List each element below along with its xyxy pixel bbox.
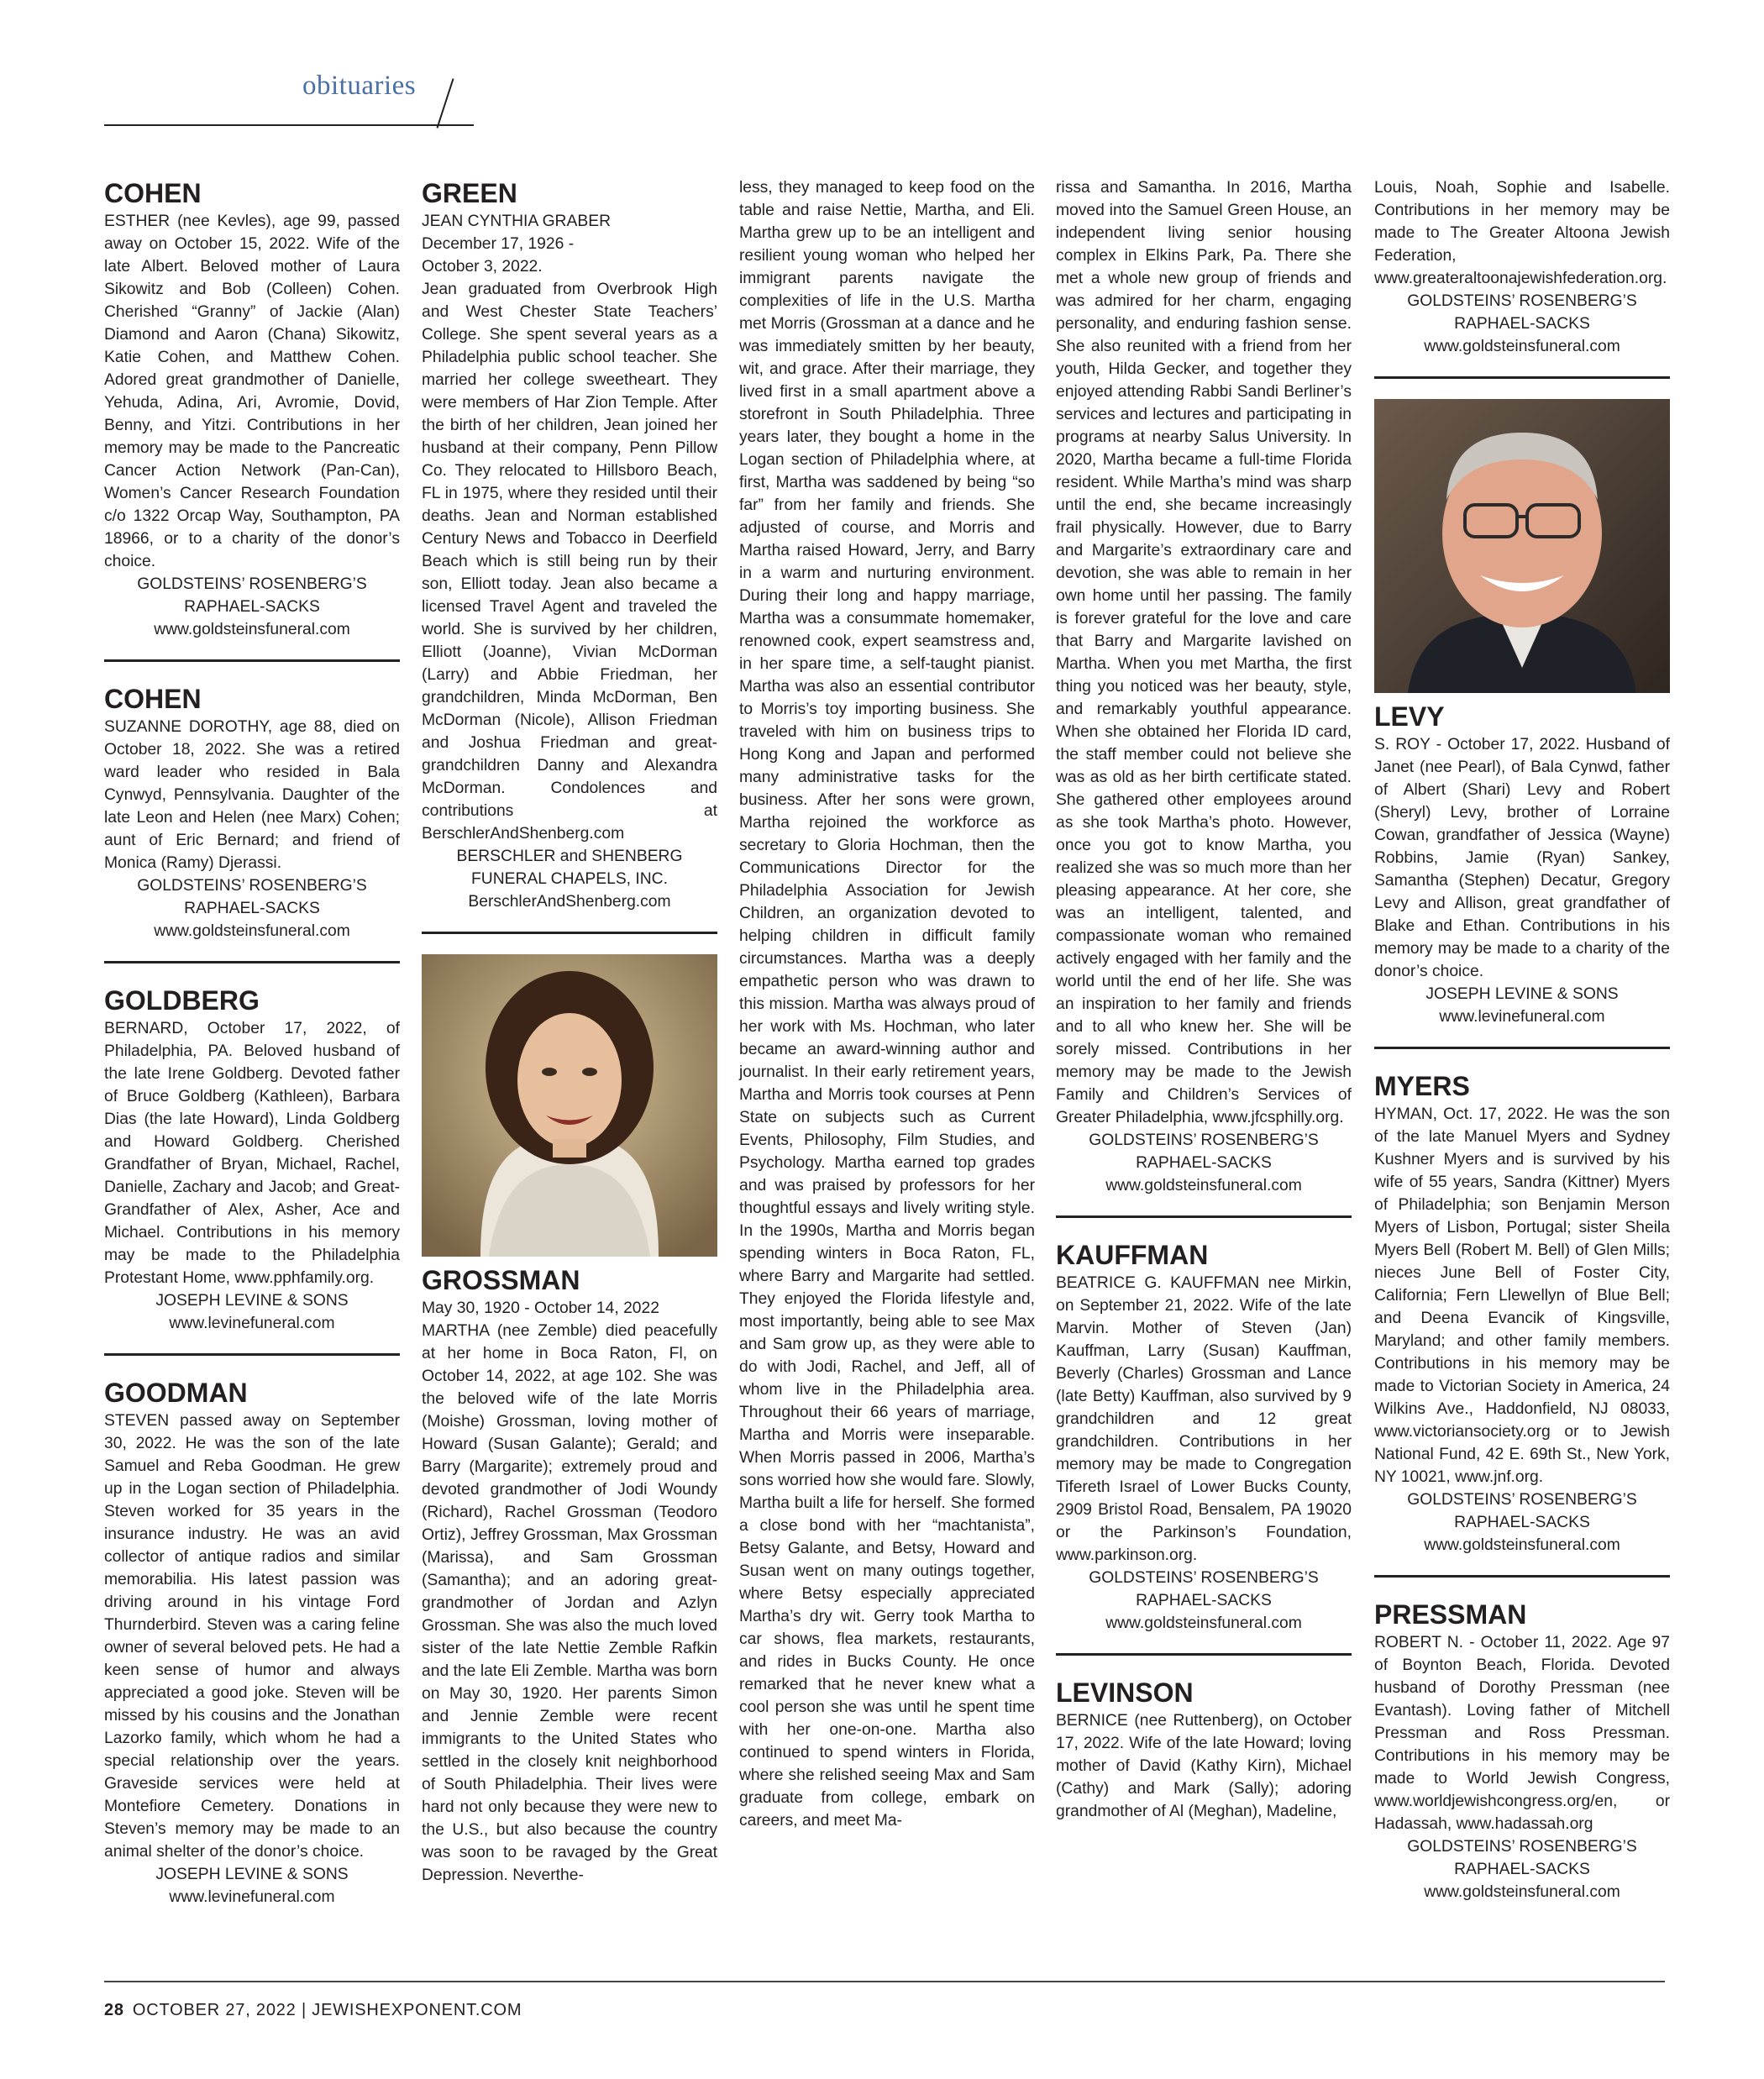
obituary-cohen-suzanne bbox=[104, 682, 400, 942]
divider bbox=[422, 932, 717, 934]
funeral-home: JOSEPH LEVINE & SONS bbox=[155, 1866, 349, 1883]
obituary-cohen-esther bbox=[104, 176, 400, 641]
levy-portrait-photo bbox=[1374, 399, 1670, 693]
obituary-text-continued: rissa and Samantha. In 2016, Martha moved into the Samuel Green House, an independent living senior housing complex in Elkins Park, Pa. There she met a whole new group of friends and was admired for her charm, engaging personality, and enduring fashion sense. She also reunited with a friend from her youth, Hilda Gecker, and together they enjoyed attending Rabbi Sandi Berliner’s services and lectures and participating in programs at nearby Salus University. In 2020, Martha became a full-time Florida resident. While Martha’s mind was sharp until the end, she became increasingly frail physically. However, due to Barry and Margarite’s extraordinary care and devotion, she was able to remain in her own home until her passing. The family is forever grateful for the love and care that Barry and Margarite lavished on Martha. When you met Martha, the first thing you noticed was her beauty, style, and remarkably youthful appearance. When she obtained her Florida ID card, the staff member could not believe she was as old as her birth certificate stated. She gathered other employees around as she took Martha’s photo. However, once you got to know Martha, you realized she was so much more than her pleasing appearance. At her core, she was an intelligent, talented, and compassionate woman who remained actively engaged with her family and the world until the end of her life. She was an inspiration to her family and friends and to all who knew her. She will be sorely missed. Contributions in her memory may be made to the Jewish Family and Children’s Services of Greater Philadelphia, www.jfcsphilly.org. bbox=[1056, 179, 1352, 1126]
obituary-text: S. ROY - October 17, 2022. Husband of Janet (nee Pearl), of Bala Cynwd, father of Albert (Shari) Levy and Robert (Sheryl) Levy, brother of Lorraine Cowan, grandfather of Jessica (Wayne) Robbins, Jamie (Ryan) Sankey, Samantha (Stephen) Decatur, Gregory Levy and Allison, great grandfather of Blake and Ethan. Contributions in his memory may be made to a charity of the donor’s choice. bbox=[1374, 736, 1670, 980]
funeral-home: GOLDSTEINS’ ROSENBERG’S bbox=[1089, 1569, 1319, 1587]
funeral-home: RAPHAEL-SACKS bbox=[1454, 1514, 1590, 1531]
obituary-levinson bbox=[1056, 1676, 1352, 1823]
portrait-image bbox=[1374, 399, 1670, 693]
funeral-home: RAPHAEL-SACKS bbox=[184, 598, 320, 616]
section-header-rule bbox=[104, 124, 474, 126]
funeral-home: GOLDSTEINS’ ROSENBERG’S bbox=[1089, 1131, 1319, 1149]
funeral-home: GOLDSTEINS’ ROSENBERG’S bbox=[137, 575, 367, 593]
obituary-text: Jean graduated from Overbrook High and West Chester State Teachers’ College. She spent several years as a Philadelphia public school teacher. She married her college sweetheart. They were members of Har Zion Temple. After the birth of her children, Jean joined her husband at their company, Penn Pillow Co. They relocated to Hillsboro Beach, FL in 1975, where they resided until their deaths. Jean and Norman established Century News and Tobacco in Deerfield Beach which is still being run by their son, Elliott today. Jean also became a licensed Travel Agent and traveled the world. She is survived by her children, Elliott (Joanne), Vivian McDorman (Larry) and Abbie Friedman, her grandchildren, Minda McDorman, Ben McDorman (Nicole), Allison Friedman and Joshua Friedman and great-grandchildren Danny and Alexandra McDorman. Condolences and contributions at BerschlerAndShenberg.com bbox=[422, 281, 717, 843]
funeral-home: JOSEPH LEVINE & SONS bbox=[155, 1292, 349, 1310]
obituary-myers bbox=[1374, 1069, 1670, 1557]
obituary-green bbox=[422, 176, 717, 913]
divider bbox=[1374, 376, 1670, 379]
funeral-home: GOLDSTEINS’ ROSENBERG’S bbox=[1407, 1491, 1637, 1509]
divider bbox=[1374, 1575, 1670, 1578]
page-number: 28 bbox=[104, 2001, 124, 2019]
footer-text bbox=[104, 2001, 1665, 2020]
obituary-name: GOODMAN bbox=[104, 1378, 248, 1408]
obituary-name: COHEN bbox=[104, 684, 202, 714]
obituary-name: LEVINSON bbox=[1056, 1677, 1194, 1708]
funeral-home: GOLDSTEINS’ ROSENBERG’S bbox=[1407, 292, 1637, 310]
section-label: obituaries bbox=[302, 71, 417, 101]
funeral-home-website: www.goldsteinsfuneral.com bbox=[154, 621, 350, 638]
funeral-home: RAPHAEL-SACKS bbox=[184, 900, 320, 917]
obituary-kauffman bbox=[1056, 1238, 1352, 1635]
funeral-home-website: www.levinefuneral.com bbox=[169, 1888, 335, 1906]
obituary-text: ROBERT N. - October 11, 2022. Age 97 of Boynton Beach, Florida. Devoted husband of Dorothy Pressman (nee Evantash). Loving father of Mitchell Pressman and Ross Pressman. Contributions in his memory may be made to World Jewish Congress, www.worldjewishcongress.org/en, or Hadassah, www.hadassah.org bbox=[1374, 1634, 1670, 1833]
funeral-home: FUNERAL CHAPELS, INC. bbox=[471, 870, 668, 888]
divider bbox=[104, 1353, 400, 1356]
footer-info: OCTOBER 27, 2022 | JEWISHEXPONENT.COM bbox=[132, 2001, 522, 2019]
grossman-portrait-photo bbox=[422, 954, 717, 1257]
obituary-text: BERNICE (nee Ruttenberg), on October 17, 2022. Wife of the late Howard; loving mother of David (Kathy Kirn), Michael (Cathy) and Mark (Sally); adoring grandmother of Al (Meghan), Madeline, bbox=[1056, 1712, 1352, 1820]
obituary-goldberg bbox=[104, 984, 400, 1335]
obituary-text: HYMAN, Oct. 17, 2022. He was the son of the late Manuel Myers and Sydney Kushner Myers and is survived by his wife of 55 years, Sandra (Kittner) Myers of Philadelphia; son Benjamin Merson Myers of Lisbon, Portugal; sister Sheila Myers Bell (Robert M. Bell) of Glen Mills; nieces June Bell of Foster City, California; Fern Llewellyn of Blue Bell; and Deena Evancik of Kingsville, Maryland; and other family members. Contributions in his memory may be made to Victorian Society in America, 24 Wilkins Ave., Haddonfield, NJ 08033, www.victoriansociety.org or to Jewish National Fund, 42 E. 69th St., New York, NY 10021, www.jnf.org. bbox=[1374, 1105, 1670, 1486]
column-2 bbox=[422, 176, 717, 1887]
obituary-name: GREEN bbox=[422, 178, 517, 208]
obituary-pressman bbox=[1374, 1598, 1670, 1903]
obituary-text: SUZANNE DOROTHY, age 88, died on October 18, 2022. She was a retired ward leader who resided in Bala Cynwyd, Pennsylvania. Daughter of the late Leon and Helen (nee Marx) Cohen; aunt of Eric Bernard; and friend of Monica (Ramy) Djerassi. bbox=[104, 718, 400, 872]
column-5 bbox=[1374, 176, 1670, 1903]
funeral-home: RAPHAEL-SACKS bbox=[1136, 1592, 1272, 1609]
funeral-home-website: www.levinefuneral.com bbox=[1439, 1008, 1605, 1026]
obituary-name: COHEN bbox=[104, 178, 202, 208]
section-header-slash bbox=[436, 78, 454, 129]
divider bbox=[104, 961, 400, 963]
obituary-name: GOLDBERG bbox=[104, 985, 260, 1016]
obituary-dates: May 30, 1920 - October 14, 2022 bbox=[422, 1299, 659, 1317]
obituary-text: ESTHER (nee Kevles), age 99, passed away on October 15, 2022. Wife of the late Albert. Beloved mother of Laura Sikowitz and Bob (Colleen) Cohen. Cherished “Granny” of Jackie (Alan) Diamond and Aaron (Chana) Sikowitz, Katie Cohen, and Matthew Cohen. Adored great grandmother of Danielle, Yehuda, Adina, Ari, Avromie, Dovid, Benny, and Yitzi. Contributions in her memory may be made to the Pancreatic Cancer Action Network (Pan-Can), Women’s Cancer Research Foundation c/o 1322 Orcap Way, Southampton, PA 18966, or to a charity of the donor’s choice. bbox=[104, 213, 400, 570]
obituary-dates: December 17, 1926 - bbox=[422, 235, 575, 253]
obituary-name: GROSSMAN bbox=[422, 1265, 580, 1295]
obituary-text: BEATRICE G. KAUFFMAN nee Mirkin, on September 21, 2022. Wife of the late Marvin. Mother of Steven (Jan) Kauffman, Larry (Susan) Kauffman, Beverly (Charles) Grossman and Lance (late Betty) Kauffman, also survived by 9 grandchildren and 12 great grandchildren. Contributions in her memory may be made to Congregation Tifereth Israel of Lower Bucks County, 2909 Bristol Road, Bensalem, PA 19020 or the Parkinson’s Foundation, www.parkinson.org. bbox=[1056, 1274, 1352, 1564]
obituary-name: MYERS bbox=[1374, 1071, 1470, 1101]
obituary-goodman bbox=[104, 1376, 400, 1908]
funeral-home-website: BerschlerAndShenberg.com bbox=[468, 893, 671, 911]
funeral-home: GOLDSTEINS’ ROSENBERG’S bbox=[137, 877, 367, 895]
obituary-name: KAUFFMAN bbox=[1056, 1240, 1209, 1270]
obituary-text: STEVEN passed away on September 30, 2022. He was the son of the late Samuel and Reba Goodman. He grew up in the Logan section of Philadelphia. Steven worked for 35 years in the insurance industry. He was an avid collector of antique radios and similar memorabilia. His latest passion was driving around in his vintage Ford Thurnderbird. Steven was a caring feline owner of several beloved pets. He had a keen sense of humor and always appreciated a good joke. Steven will be missed by his cousins and the Jonathan Lazorko family, which whom he had a special relationship over the years. Graveside services were held at Montefiore Cemetery. Donations in Steven’s memory may be made to an animal shelter of the donor’s choice. bbox=[104, 1412, 400, 1861]
column-1 bbox=[104, 176, 400, 1908]
obituary-text-continued: less, they managed to keep food on the table and raise Nettie, Martha, and Eli. Martha grew up to be an intelligent and resilient young woman who helped her immigrant parents navigate the complexities of life in the U.S. Martha met Morris (Grossman at a dance and he was immediately smitten by her beauty, wit, and grace. After their marriage, they lived first in a small apartment above a storefront in South Philadelphia. Three years later, they bought a home in the Logan section of Philadelphia where, at first, Martha was saddened by being “so far” from her family and friends. She adjusted of course, and Morris and Martha raised Howard, Jerry, and Barry in a warm and nurturing environment. During their long and happy marriage, Martha was a consummate homemaker, renowned cook, expert seamstress and, in her spare time, a self-taught pianist. Martha was also an essential contributor to Morris’s toy importing business. She traveled with him on business trips to Hong Kong and Japan and performed many administrative tasks for the business. After her sons were grown, Martha rejoined the workforce as secretary to Gloria Hochman, then the Communications Director for the Philadelphia Association for Jewish Children, an organization devoted to helping children in difficult family circumstances. Martha was a deeply empathetic person who was drawn to this mission. Martha was always proud of her work with Ms. Hochman, who later became an award-winning author and journalist. In their early retirement years, Martha and Morris took courses at Penn State on subjects such as Current Events, Philosophy, Film Studies, and Psychology. Martha earned top grades and was praised by professors for her thoughtful essays and lively writing style. In the 1990s, Martha and Morris began spending winters in Boca Raton, FL, where Barry and Margarite had settled. They enjoyed the Florida lifestyle and, most importantly, being able to see Max and Sam grow up, as they were able to do with Jodi, Rachel, and Jeff, all of whom live in the Philadelphia area. Throughout their 66 years of marriage, Martha and Morris were inseparable. When Morris passed in 2006, Martha’s sons worried how she would fare. Slowly, Martha built a life for herself. She formed a close bond with her “machtanista”, Betsy Galante, and Betsy, Howard and Susan went on many outings together, where Betsy especially appreciated Martha’s dry wit. Gerry took Martha to car shows, flea markets, restaurants, and rides in Bucks County. He once remarked that he never knew what a cool person she was until he spent time with her one-on-one. Martha also continued to spend winters in Florida, where she relished seeing Max and Sam graduate from college, embark on careers, and meet Ma- bbox=[739, 179, 1035, 1830]
funeral-home: JOSEPH LEVINE & SONS bbox=[1425, 985, 1619, 1003]
funeral-home: RAPHAEL-SACKS bbox=[1136, 1154, 1272, 1172]
funeral-home: RAPHAEL-SACKS bbox=[1454, 315, 1590, 333]
section-header bbox=[104, 71, 474, 129]
obituary-text-continued: Louis, Noah, Sophie and Isabelle. Contributions in her memory may be made to The Greater Altoona Jewish Federation, www.greateraltoonajewishfederation.org. bbox=[1374, 179, 1670, 287]
portrait-image bbox=[422, 954, 717, 1257]
column-4 bbox=[1056, 176, 1352, 1823]
obituary-name: LEVY bbox=[1374, 701, 1445, 732]
obituary-name: PRESSMAN bbox=[1374, 1599, 1527, 1630]
divider bbox=[1056, 1215, 1352, 1218]
funeral-home-website: www.levinefuneral.com bbox=[169, 1315, 335, 1332]
funeral-home: BERSCHLER and SHENBERG bbox=[456, 848, 683, 865]
divider bbox=[1056, 1653, 1352, 1656]
funeral-home-website: www.goldsteinsfuneral.com bbox=[154, 922, 350, 940]
obituary-text: MARTHA (nee Zemble) died peacefully at her home in Boca Raton, Fl, on October 14, 2022, at age 102. She was the beloved wife of the late Morris (Moishe) Grossman, loving mother of Howard (Susan Galante); Gerald; and Barry (Margarite); extremely proud and devoted grandmother of Jodi Woundy (Richard), Rachel Grossman (Teodoro Ortiz), Jeffrey Grossman, Max Grossman (Marissa), and Sam Grossman (Samantha); and an adoring great-grandmother of Jordan and Azlyn Grossman. She was also the much loved sister of the late Nettie Zemble Rafkin and the late Eli Zemble. Martha was born on May 30, 1920. Her parents Simon and Jennie Zemble were recent immigrants to the United States who settled in the closely knit neighborhood of South Philadelphia. Their lives were hard not only because they were new to the U.S., but also because the country was soon to be ravaged by the Great Depression. Neverthe- bbox=[422, 1322, 717, 1884]
funeral-home-website: www.goldsteinsfuneral.com bbox=[1105, 1177, 1302, 1194]
obituary-grossman bbox=[422, 1263, 717, 1887]
funeral-home-website: www.goldsteinsfuneral.com bbox=[1424, 1883, 1620, 1901]
funeral-home-website: www.goldsteinsfuneral.com bbox=[1424, 338, 1620, 355]
obituary-subhead: JEAN CYNTHIA GRABER bbox=[422, 213, 611, 230]
funeral-home-website: www.goldsteinsfuneral.com bbox=[1424, 1536, 1620, 1554]
funeral-home: GOLDSTEINS’ ROSENBERG’S bbox=[1407, 1838, 1637, 1856]
column-3 bbox=[739, 176, 1035, 1832]
obituary-dates: October 3, 2022. bbox=[422, 258, 543, 276]
footer-rule bbox=[104, 1981, 1665, 1982]
obituary-levy bbox=[1374, 700, 1670, 1028]
funeral-home: RAPHAEL-SACKS bbox=[1454, 1861, 1590, 1878]
divider bbox=[1374, 1047, 1670, 1049]
funeral-home-website: www.goldsteinsfuneral.com bbox=[1105, 1614, 1302, 1632]
divider bbox=[104, 659, 400, 662]
obituary-text: BERNARD, October 17, 2022, of Philadelphia, PA. Beloved husband of the late Irene Goldberg. Devoted father of Bruce Goldberg (Kathleen), Barbara Dias (the late Howard), Linda Goldberg and Howard Goldberg. Cherished Grandfather of Bryan, Michael, Rachel, Danielle, Zachary and Jacob; and Great-Grandfather of Alex, Asher, Ace and Michael. Contributions in his memory may be made to the Philadelphia Protestant Home, www.pphfamily.org. bbox=[104, 1020, 400, 1287]
page-footer bbox=[104, 1981, 1665, 2020]
